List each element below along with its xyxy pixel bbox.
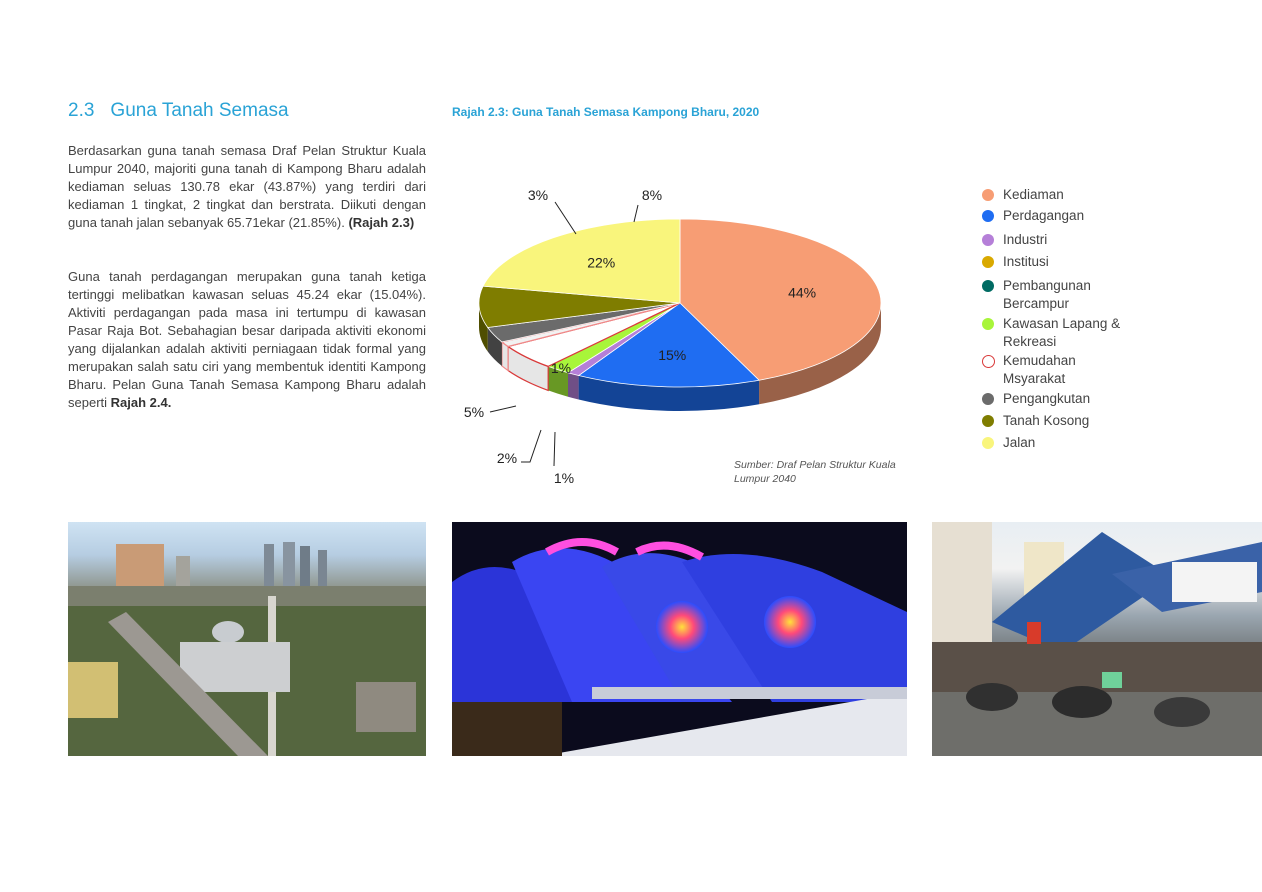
chart-source: Sumber: Draf Pelan Struktur Kuala Lumpur 2040 [734,459,896,485]
paragraph-1-text: Berdasarkan guna tanah semasa Draf Pelan Struktur Kuala Lumpur 2040, majoriti guna tanah di Kampong Bharu adalah kediaman seluas 130.78 ekar (43.87%) yang terdiri dari kediaman 1 tingkat, 2 tingkat dan berstrata. Diikuti dengan guna tanah jalan sebanyak 65.71ekar (21.85%). [68,143,426,230]
paragraph-2-ref: Rajah 2.4. [110,395,172,410]
paragraph-1-ref: (Rajah 2.3) [348,215,415,230]
legend-label: Jalan [1003,435,1036,450]
legend-swatch [982,189,994,201]
paragraph-1 [68,142,426,232]
legend-label: Kawasan Lapang & Rekreasi [1003,316,1121,349]
paragraph-2-text: Guna tanah perdagangan merupakan guna tanah ketiga tertinggi melibatkan kawasan seluas 45.24 ekar (15.04%). Aktiviti perdagangan pada masa ini tertumpu di kawasan Pasar Raja Bot. Sebahagian besar daripada aktiviti ekonomi yang dijalankan adalah aktiviti perniagaan tidak formal yang merupakan salah satu ciri yang membentuk identiti Kampong Bharu. Pelan Guna Tanah Semasa Kampong Bharu adalah seperti [68,269,426,410]
legend-swatch [982,234,994,246]
legend-label: Kemudahan Msyarakat [1003,353,1076,386]
section-number: 2.3 [68,100,95,121]
pie-label-perdagangan: 15% [658,346,687,363]
legend-label: Pengangkutan [1003,391,1091,406]
legend-swatch [982,280,994,292]
pie-label-industri: 1% [550,360,572,376]
legend-swatch [982,355,995,368]
legend-swatch [982,210,994,222]
legend-label: Tanah Kosong [1003,413,1090,428]
figure-title: Rajah 2.3: Guna Tanah Semasa Kampong Bharu, 2020 [452,105,760,119]
pie-label-jalan: 8% [641,187,663,203]
pie-label-kawasan-lapang-rekreasi: 2% [496,450,518,466]
leader-line [490,406,516,412]
pie-label-tanah-kosong: 3% [527,187,549,203]
pie-label-kediaman: 44% [788,284,817,301]
leader-line [555,202,576,234]
pie-chart [452,170,922,490]
market-photo [932,522,1262,756]
legend-label: Institusi [1003,254,1049,269]
legend-swatch [982,393,994,405]
legend-swatch [982,318,994,330]
pie-label-kemudahan-msyarakat: 5% [463,404,485,420]
pie-label-jalan: 22% [587,254,616,271]
legend-label: Perdagangan [1003,208,1085,223]
legend-label: Kediaman [1003,187,1064,202]
legend-swatch [982,437,994,449]
leader-line [554,432,555,466]
pie-side-industri [568,373,579,400]
legend-swatch [982,256,994,268]
leader-line [521,430,541,462]
leader-line [634,205,638,222]
section-heading [68,100,289,122]
section-title: Guna Tanah Semasa [110,100,289,121]
legend-label: Pembangunan Bercampur [1003,278,1091,311]
paragraph-2 [68,268,426,412]
aerial-view-photo [68,522,426,756]
legend-swatch [982,415,994,427]
legend-label: Industri [1003,232,1048,247]
pie-label-pengangkutan: 1% [553,470,575,486]
light-bridge-photo [452,522,907,756]
